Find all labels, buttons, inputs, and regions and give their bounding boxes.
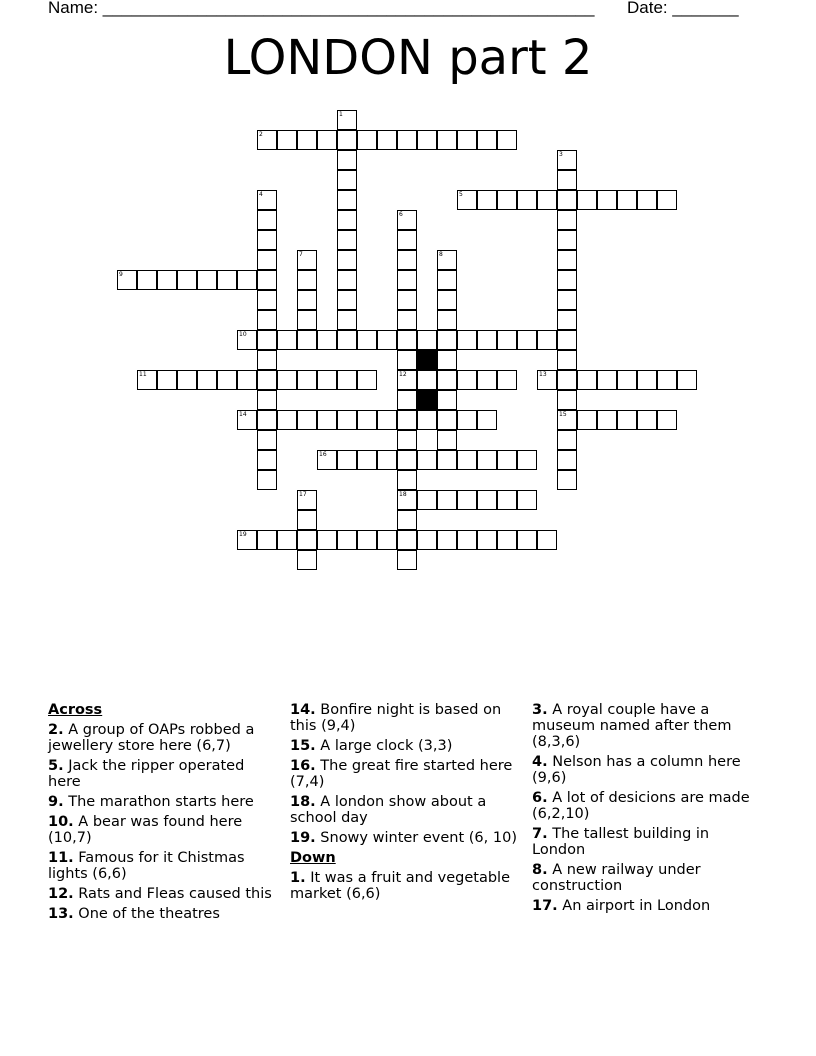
grid-cell[interactable] (137, 370, 157, 390)
grid-cell[interactable] (437, 410, 457, 430)
grid-cell[interactable] (377, 330, 397, 350)
clue-down-8: 8. A new railway under construction (532, 862, 701, 894)
grid-cell[interactable] (657, 190, 677, 210)
grid-cell[interactable] (297, 310, 317, 330)
grid-cell[interactable] (477, 410, 497, 430)
grid-cell[interactable] (117, 270, 137, 290)
grid-cell[interactable] (477, 370, 497, 390)
clue-across-10: 10. A bear was found here (10,7) (48, 814, 243, 846)
grid-cell[interactable] (477, 190, 497, 210)
grid-cell[interactable] (257, 330, 277, 350)
grid-cell[interactable] (337, 150, 357, 170)
grid-cell[interactable] (277, 370, 297, 390)
grid-cell[interactable] (637, 370, 657, 390)
clues-column-3 (532, 702, 764, 918)
grid-cell[interactable] (517, 530, 537, 550)
grid-cell[interactable] (317, 450, 337, 470)
grid-cell[interactable] (557, 390, 577, 410)
grid-cell[interactable] (497, 190, 517, 210)
grid-black-cell (417, 390, 437, 410)
grid-cell[interactable] (397, 310, 417, 330)
grid-cell[interactable] (257, 310, 277, 330)
grid-cell[interactable] (537, 530, 557, 550)
grid-cell[interactable] (477, 450, 497, 470)
clue-across-16: 16. The great fire started here (7,4) (290, 758, 513, 790)
grid-cell[interactable] (557, 250, 577, 270)
grid-cell[interactable] (257, 130, 277, 150)
grid-cell[interactable] (477, 130, 497, 150)
grid-cell[interactable] (397, 430, 417, 450)
grid-cell[interactable] (257, 390, 277, 410)
grid-cell[interactable] (357, 450, 377, 470)
grid-cell[interactable] (577, 190, 597, 210)
grid-cell[interactable] (157, 270, 177, 290)
grid-cell[interactable] (417, 130, 437, 150)
grid-cell[interactable] (337, 190, 357, 210)
grid-cell[interactable] (597, 190, 617, 210)
grid-cell[interactable] (297, 550, 317, 570)
grid-cell[interactable] (217, 270, 237, 290)
grid-cell[interactable] (257, 250, 277, 270)
grid-cell[interactable] (237, 370, 257, 390)
grid-cell[interactable] (477, 330, 497, 350)
grid-cell[interactable] (517, 330, 537, 350)
grid-cell[interactable] (337, 310, 357, 330)
grid-cell[interactable] (557, 410, 577, 430)
clue-down-1: 1. It was a fruit and vegetable market (6,6) (290, 870, 511, 902)
grid-cell[interactable] (437, 270, 457, 290)
grid-cell[interactable] (257, 270, 277, 290)
grid-cell[interactable] (517, 450, 537, 470)
grid-cell[interactable] (337, 290, 357, 310)
grid-cell[interactable] (497, 130, 517, 150)
grid-cell[interactable] (457, 450, 477, 470)
grid-cell[interactable] (337, 210, 357, 230)
grid-cell[interactable] (217, 370, 237, 390)
cell-number: 11 (139, 371, 147, 378)
page-title: LONDON part 2 (223, 30, 593, 86)
grid-cell[interactable] (337, 110, 357, 130)
clue-down-17: 17. An airport in London (532, 898, 711, 914)
grid-cell[interactable] (457, 530, 477, 550)
grid-cell[interactable] (397, 270, 417, 290)
grid-cell[interactable] (397, 250, 417, 270)
grid-cell[interactable] (317, 330, 337, 350)
grid-cell[interactable] (437, 430, 457, 450)
name-field-label: Name: ____________________________________________________ (48, 0, 595, 17)
grid-cell[interactable] (297, 530, 317, 550)
grid-cell[interactable] (297, 410, 317, 430)
cell-number: 4 (259, 191, 263, 198)
grid-cell[interactable] (597, 410, 617, 430)
grid-cell[interactable] (277, 410, 297, 430)
clue-down-7: 7. The tallest building in London (532, 826, 710, 858)
grid-cell[interactable] (557, 150, 577, 170)
clue-across-18: 18. A london show about a school day (290, 794, 487, 826)
grid-cell[interactable] (417, 370, 437, 390)
grid-cell[interactable] (277, 130, 297, 150)
grid-cell[interactable] (337, 250, 357, 270)
grid-black-cell (417, 350, 437, 370)
grid-cell[interactable] (577, 410, 597, 430)
grid-cell[interactable] (357, 130, 377, 150)
grid-cell[interactable] (177, 270, 197, 290)
grid-cell[interactable] (437, 290, 457, 310)
grid-cell[interactable] (337, 450, 357, 470)
grid-cell[interactable] (657, 410, 677, 430)
grid-cell[interactable] (417, 330, 437, 350)
grid-cell[interactable] (397, 370, 417, 390)
down-heading: Down (290, 850, 336, 866)
grid-cell[interactable] (497, 490, 517, 510)
grid-cell[interactable] (397, 350, 417, 370)
date-field-label: Date: _______ (627, 0, 739, 17)
grid-cell[interactable] (497, 450, 517, 470)
grid-cell[interactable] (477, 490, 497, 510)
grid-cell[interactable] (257, 530, 277, 550)
grid-cell[interactable] (657, 370, 677, 390)
grid-cell[interactable] (637, 410, 657, 430)
clue-across-19: 19. Snowy winter event (6, 10) (290, 830, 517, 846)
grid-cell[interactable] (257, 430, 277, 450)
grid-cell[interactable] (337, 330, 357, 350)
grid-cell[interactable] (457, 130, 477, 150)
grid-cell[interactable] (337, 410, 357, 430)
grid-cell[interactable] (257, 470, 277, 490)
grid-cell[interactable] (237, 410, 257, 430)
grid-cell[interactable] (677, 370, 697, 390)
grid-cell[interactable] (457, 190, 477, 210)
cell-number: 16 (319, 451, 327, 458)
grid-cell[interactable] (337, 530, 357, 550)
grid-cell[interactable] (537, 370, 557, 390)
grid-cell[interactable] (557, 190, 577, 210)
clue-down-6: 6. A lot of desicions are made (6,2,10) (532, 790, 750, 822)
grid-cell[interactable] (297, 370, 317, 390)
grid-cell[interactable] (577, 370, 597, 390)
grid-cell[interactable] (397, 390, 417, 410)
grid-cell[interactable] (357, 530, 377, 550)
cell-number: 1 (339, 111, 343, 118)
grid-cell[interactable] (477, 530, 497, 550)
grid-cell[interactable] (597, 370, 617, 390)
grid-cell[interactable] (637, 190, 657, 210)
grid-cell[interactable] (437, 390, 457, 410)
grid-cell[interactable] (257, 230, 277, 250)
grid-cell[interactable] (317, 530, 337, 550)
clue-across-13: 13. One of the theatres (48, 906, 220, 922)
clue-across-9: 9. The marathon starts here (48, 794, 254, 810)
grid-cell[interactable] (177, 370, 197, 390)
grid-cell[interactable] (437, 250, 457, 270)
grid-cell[interactable] (557, 330, 577, 350)
grid-cell[interactable] (437, 370, 457, 390)
grid-cell[interactable] (497, 370, 517, 390)
clue-down-3: 3. A royal couple have a museum named after them (8,3,6) (532, 702, 732, 750)
grid-cell[interactable] (377, 410, 397, 430)
grid-cell[interactable] (397, 410, 417, 430)
grid-cell[interactable] (397, 530, 417, 550)
grid-cell[interactable] (557, 290, 577, 310)
grid-cell[interactable] (337, 130, 357, 150)
grid-cell[interactable] (277, 530, 297, 550)
grid-cell[interactable] (437, 310, 457, 330)
grid-cell[interactable] (337, 270, 357, 290)
grid-cell[interactable] (157, 370, 177, 390)
grid-cell[interactable] (557, 310, 577, 330)
grid-cell[interactable] (497, 530, 517, 550)
clue-across-5: 5. Jack the ripper operated here (48, 758, 245, 790)
cell-number: 18 (399, 491, 407, 498)
cell-number: 7 (299, 251, 303, 258)
grid-cell[interactable] (557, 370, 577, 390)
grid-cell[interactable] (397, 330, 417, 350)
grid-cell[interactable] (557, 430, 577, 450)
clues-column-1 (48, 702, 280, 926)
grid-cell[interactable] (557, 210, 577, 230)
grid-cell[interactable] (397, 550, 417, 570)
grid-cell[interactable] (437, 330, 457, 350)
grid-cell[interactable] (537, 190, 557, 210)
cell-number: 13 (539, 371, 547, 378)
grid-cell[interactable] (437, 530, 457, 550)
grid-cell[interactable] (257, 410, 277, 430)
grid-cell[interactable] (497, 330, 517, 350)
grid-cell[interactable] (417, 530, 437, 550)
clue-across-15: 15. A large clock (3,3) (290, 738, 453, 754)
cell-number: 19 (239, 531, 247, 538)
grid-cell[interactable] (557, 270, 577, 290)
grid-cell[interactable] (357, 330, 377, 350)
grid-cell[interactable] (437, 130, 457, 150)
grid-cell[interactable] (437, 350, 457, 370)
grid-cell[interactable] (437, 490, 457, 510)
grid-cell[interactable] (437, 450, 457, 470)
grid-cell[interactable] (297, 330, 317, 350)
grid-cell[interactable] (457, 490, 477, 510)
grid-cell[interactable] (297, 290, 317, 310)
grid-cell[interactable] (297, 270, 317, 290)
grid-cell[interactable] (397, 510, 417, 530)
grid-cell[interactable] (557, 170, 577, 190)
grid-cell[interactable] (557, 350, 577, 370)
grid-cell[interactable] (417, 450, 437, 470)
grid-cell[interactable] (297, 490, 317, 510)
clue-across-12: 12. Rats and Fleas caused this (48, 886, 272, 902)
clue-across-11: 11. Famous for it Chistmas lights (6,6) (48, 850, 245, 882)
cell-number: 8 (439, 251, 443, 258)
grid-cell[interactable] (197, 270, 217, 290)
grid-cell[interactable] (457, 330, 477, 350)
grid-cell[interactable] (257, 190, 277, 210)
grid-cell[interactable] (457, 410, 477, 430)
grid-cell[interactable] (457, 370, 477, 390)
cell-number: 9 (119, 271, 123, 278)
cell-number: 15 (559, 411, 567, 418)
cell-number: 12 (399, 371, 407, 378)
grid-cell[interactable] (397, 130, 417, 150)
grid-cell[interactable] (617, 190, 637, 210)
grid-cell[interactable] (197, 370, 217, 390)
grid-cell[interactable] (297, 130, 317, 150)
grid-cell[interactable] (517, 190, 537, 210)
grid-cell[interactable] (237, 330, 257, 350)
grid-cell[interactable] (357, 370, 377, 390)
grid-cell[interactable] (557, 450, 577, 470)
grid-cell[interactable] (257, 290, 277, 310)
across-heading: Across (48, 702, 103, 718)
clue-across-14: 14. Bonfire night is based on this (9,4) (290, 702, 502, 734)
grid-cell[interactable] (317, 370, 337, 390)
grid-cell[interactable] (357, 410, 377, 430)
cell-number: 10 (239, 331, 247, 338)
cell-number: 2 (259, 131, 263, 138)
grid-cell[interactable] (237, 270, 257, 290)
grid-cell[interactable] (257, 350, 277, 370)
clues-column-2 (290, 702, 522, 906)
grid-cell[interactable] (377, 130, 397, 150)
grid-cell[interactable] (377, 530, 397, 550)
cell-number: 6 (399, 211, 403, 218)
grid-cell[interactable] (397, 230, 417, 250)
grid-cell[interactable] (517, 490, 537, 510)
grid-cell[interactable] (397, 450, 417, 470)
grid-cell[interactable] (617, 410, 637, 430)
grid-cell[interactable] (257, 450, 277, 470)
grid-cell[interactable] (397, 290, 417, 310)
grid-cell[interactable] (537, 330, 557, 350)
grid-cell[interactable] (377, 450, 397, 470)
clue-across-2: 2. A group of OAPs robbed a jewellery store here (6,7) (48, 722, 255, 754)
grid-cell[interactable] (277, 330, 297, 350)
cell-number: 14 (239, 411, 247, 418)
grid-cell[interactable] (397, 490, 417, 510)
grid-cell[interactable] (317, 410, 337, 430)
grid-cell[interactable] (337, 230, 357, 250)
clue-down-4: 4. Nelson has a column here (9,6) (532, 754, 741, 786)
cell-number: 5 (459, 191, 463, 198)
grid-cell[interactable] (417, 490, 437, 510)
grid-cell[interactable] (317, 130, 337, 150)
grid-cell[interactable] (337, 170, 357, 190)
grid-cell[interactable] (337, 370, 357, 390)
cell-number: 17 (299, 491, 307, 498)
grid-cell[interactable] (257, 210, 277, 230)
grid-cell[interactable] (397, 210, 417, 230)
cell-number: 3 (559, 151, 563, 158)
grid-cell[interactable] (137, 270, 157, 290)
grid-cell[interactable] (417, 410, 437, 430)
grid-cell[interactable] (397, 470, 417, 490)
grid-cell[interactable] (297, 250, 317, 270)
grid-cell[interactable] (617, 370, 637, 390)
grid-cell[interactable] (557, 230, 577, 250)
grid-cell[interactable] (557, 470, 577, 490)
grid-cell[interactable] (297, 510, 317, 530)
grid-cell[interactable] (257, 370, 277, 390)
grid-cell[interactable] (237, 530, 257, 550)
